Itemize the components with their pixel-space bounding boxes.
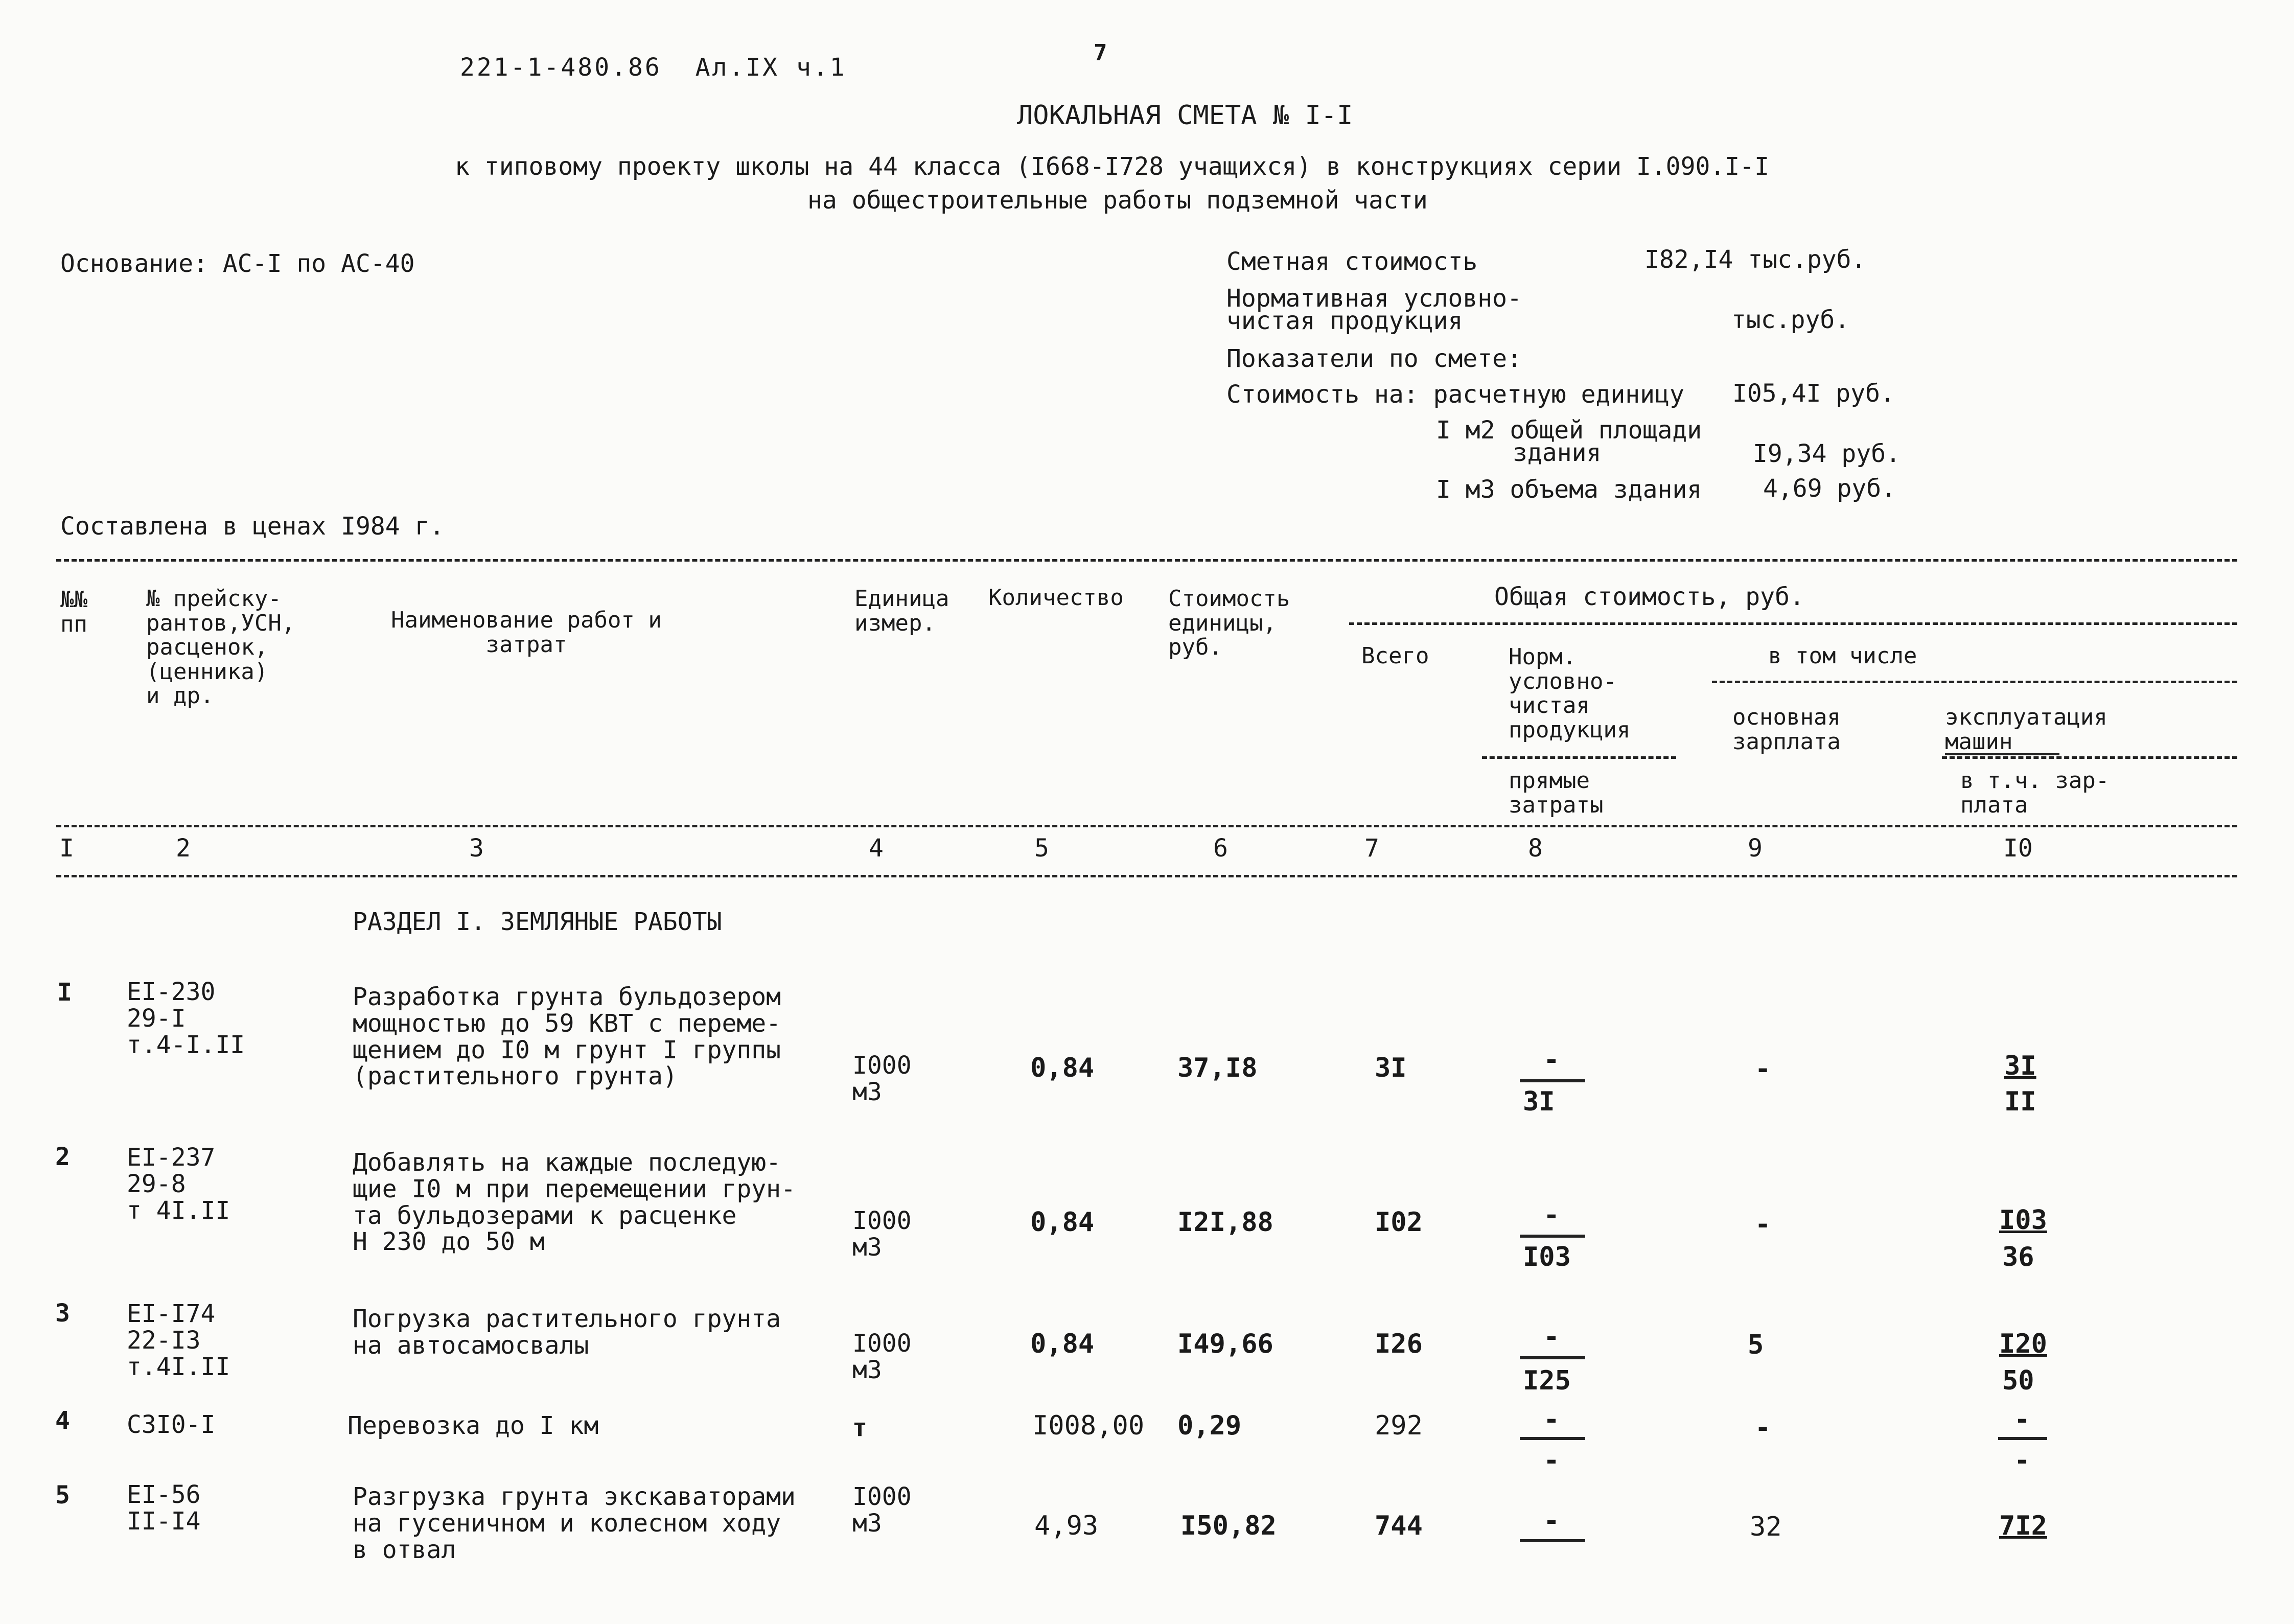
page-number: 7 [1094, 40, 1107, 66]
header-top-rule [56, 559, 2237, 562]
col-number-8: 8 [1528, 834, 1543, 863]
row-machines-top: 7I2 [1999, 1511, 2047, 1541]
row-price: I50,82 [1180, 1511, 1277, 1541]
row-machines-top: I03 [1999, 1205, 2047, 1236]
header-col-4: Единица измер. [854, 586, 949, 636]
basis-text: Основание: АС-I по АС-40 [60, 249, 415, 278]
row-price: I49,66 [1177, 1329, 1273, 1359]
header-total-rule [1349, 622, 2237, 625]
row-salary: 32 [1750, 1512, 1782, 1542]
row-name: Добавлять на каждые последую- щие I0 м при перемещении грун- та бульдозерами к расценке Н 230 до 50 м [353, 1148, 796, 1257]
norm-label-1: Нормативная условно- [1226, 284, 1522, 313]
row-salary: - [1755, 1412, 1771, 1443]
row-salary: - [1755, 1054, 1771, 1084]
indicators-label: Показатели по смете: [1226, 344, 1522, 373]
fraction-line [1520, 1235, 1585, 1238]
header-including: в том числе [1768, 643, 1917, 669]
row-norm-bottom: 3I [1523, 1086, 1555, 1117]
m2-value: I9,34 руб. [1753, 439, 1901, 468]
header-including-rule [1712, 681, 2237, 683]
fraction-line [1520, 1437, 1585, 1440]
row-code: EI-I74 22-I3 т.4I.II [127, 1300, 230, 1381]
row-name: Разгрузка грунта экскаваторами на гусеничном и колесном ходу в отвал [353, 1482, 796, 1564]
cost-on-label: Стоимость на: расчетную единицу [1226, 380, 1684, 409]
cost-on-value: I05,4I руб. [1732, 379, 1895, 408]
m3-label: I м3 объема здания [1436, 475, 1702, 504]
row-salary: - [1755, 1209, 1771, 1240]
document-code: 221-1-480.86 Ал.IX ч.1 [460, 53, 847, 82]
header-total-cost: Общая стоимость, руб. [1494, 583, 1804, 611]
row-unit: I000 м3 [852, 1051, 912, 1106]
row-qty: 4,93 [1034, 1511, 1099, 1541]
m3-value: 4,69 руб. [1763, 474, 1896, 503]
row-price: 0,29 [1177, 1410, 1242, 1441]
row-code: С3I0-I [127, 1410, 216, 1439]
compiled-prices: Составлена в ценах I984 г. [60, 512, 445, 541]
fraction-line [1520, 1356, 1585, 1359]
norm-value: тыс.руб. [1731, 306, 1850, 334]
row-total: 292 [1375, 1410, 1423, 1441]
row-code: EI-237 29-8 т 4I.II [127, 1143, 230, 1225]
row-name: Перевозка до I км [347, 1411, 599, 1440]
row-norm-top: - [1543, 1404, 1560, 1435]
cost-value: I82,I4 тыс.руб. [1644, 245, 1866, 274]
row-machines-top: I20 [1999, 1329, 2047, 1359]
row-machines-bottom: - [2014, 1445, 2030, 1476]
row-machines-bottom: 36 [2002, 1242, 2034, 1272]
row-name: Погрузка растительного грунта на автосамосвалы [353, 1305, 781, 1360]
header-col-10-underline [1945, 753, 2059, 755]
header-col-8-rule [1482, 756, 1676, 759]
header-col-10-top: эксплуатация машин [1945, 704, 2107, 755]
row-number: 3 [55, 1299, 70, 1328]
row-qty: I008,00 [1032, 1410, 1145, 1441]
header-col-2: № прейску- рантов,УСН, расценок, (ценника) и др. [146, 586, 295, 709]
row-price: 37,I8 [1177, 1053, 1258, 1083]
header-col-9: основная зарплата [1732, 704, 1841, 755]
row-qty: 0,84 [1030, 1329, 1095, 1359]
row-machines-top: - [2014, 1404, 2030, 1435]
row-number: 4 [55, 1406, 70, 1435]
row-machines-top: 3I [2004, 1051, 2036, 1081]
header-col-10-bottom: в т.ч. зар- плата [1960, 768, 2110, 818]
col-number-4: 4 [869, 834, 884, 863]
col-number-3: 3 [469, 834, 484, 863]
row-number: I [57, 978, 72, 1007]
row-salary: 5 [1748, 1330, 1764, 1360]
row-unit: I000 м3 [852, 1207, 912, 1262]
norm-label-2: чистая продукция [1226, 307, 1463, 335]
row-number: 5 [55, 1481, 70, 1510]
header-bottom-rule [56, 875, 2237, 877]
row-norm-bottom: - [1543, 1445, 1560, 1476]
row-machines-bottom: 50 [2002, 1365, 2034, 1396]
col-number-1: I [59, 834, 74, 863]
row-code: EI-230 29-I т.4-I.II [127, 978, 245, 1059]
row-norm-bottom: I25 [1523, 1365, 1571, 1396]
row-total: I26 [1375, 1329, 1423, 1359]
row-number: 2 [55, 1143, 70, 1171]
section-title: РАЗДЕЛ I. ЗЕМЛЯНЫЕ РАБОТЫ [353, 908, 722, 936]
row-unit: I000 м3 [852, 1329, 912, 1384]
fraction-line [1520, 1539, 1585, 1542]
m2-label-2: здания [1513, 438, 1602, 467]
row-unit: I000 м3 [852, 1482, 912, 1538]
row-name: Разработка грунта бульдозером мощностью до 59 КВТ с переме- щением до I0 м грунт I группы (растительного грунта) [353, 983, 781, 1091]
row-qty: 0,84 [1030, 1207, 1095, 1238]
col-number-6: 6 [1213, 834, 1228, 863]
header-col-8-top: Норм. условно- чистая продукция [1509, 644, 1631, 743]
row-total: I02 [1375, 1207, 1423, 1238]
col-number-10: I0 [2003, 834, 2033, 863]
page-title: ЛОКАЛЬНАЯ СМЕТА № I-I [1017, 100, 1353, 131]
fraction-line [1998, 1437, 2047, 1440]
header-col-1: №№ пп [60, 587, 87, 637]
row-total: 744 [1375, 1511, 1423, 1541]
col-number-5: 5 [1034, 834, 1049, 863]
header-col-6: Стоимость единицы, руб. [1168, 586, 1290, 661]
subtitle-line-2: на общестроительные работы подземной части [807, 186, 1428, 215]
col-number-9: 9 [1748, 834, 1763, 863]
row-total: 3I [1375, 1053, 1407, 1083]
header-col-5: Количество [988, 585, 1124, 611]
row-code: EI-56 II-I4 [127, 1480, 201, 1536]
row-unit: т [852, 1413, 867, 1442]
col-number-7: 7 [1364, 834, 1379, 863]
row-norm-top: - [1543, 1200, 1560, 1231]
row-norm-top: - [1543, 1505, 1560, 1536]
row-machines-bottom: II [2004, 1086, 2036, 1117]
row-norm-top: - [1543, 1321, 1560, 1352]
row-qty: 0,84 [1030, 1053, 1095, 1083]
row-norm-top: - [1543, 1045, 1560, 1075]
header-col-7: Всего [1361, 643, 1429, 669]
subtitle-line-1: к типовому проекту школы на 44 класса (I668-I728 учащихся) в конструкциях серии I.090.I-I [455, 152, 1769, 181]
col-number-2: 2 [176, 834, 191, 863]
fraction-line [1520, 1079, 1585, 1082]
header-col-10-rule [1942, 756, 2237, 759]
header-col-8-bottom: прямые затраты [1509, 768, 1604, 818]
header-col-3: Наименование работ и затрат [391, 607, 662, 658]
row-norm-bottom: I03 [1523, 1242, 1571, 1272]
m2-label-1: I м2 общей площади [1436, 416, 1702, 445]
row-price: I2I,88 [1177, 1207, 1273, 1238]
cost-label: Сметная стоимость [1226, 247, 1478, 276]
header-mid-rule [56, 825, 2237, 827]
